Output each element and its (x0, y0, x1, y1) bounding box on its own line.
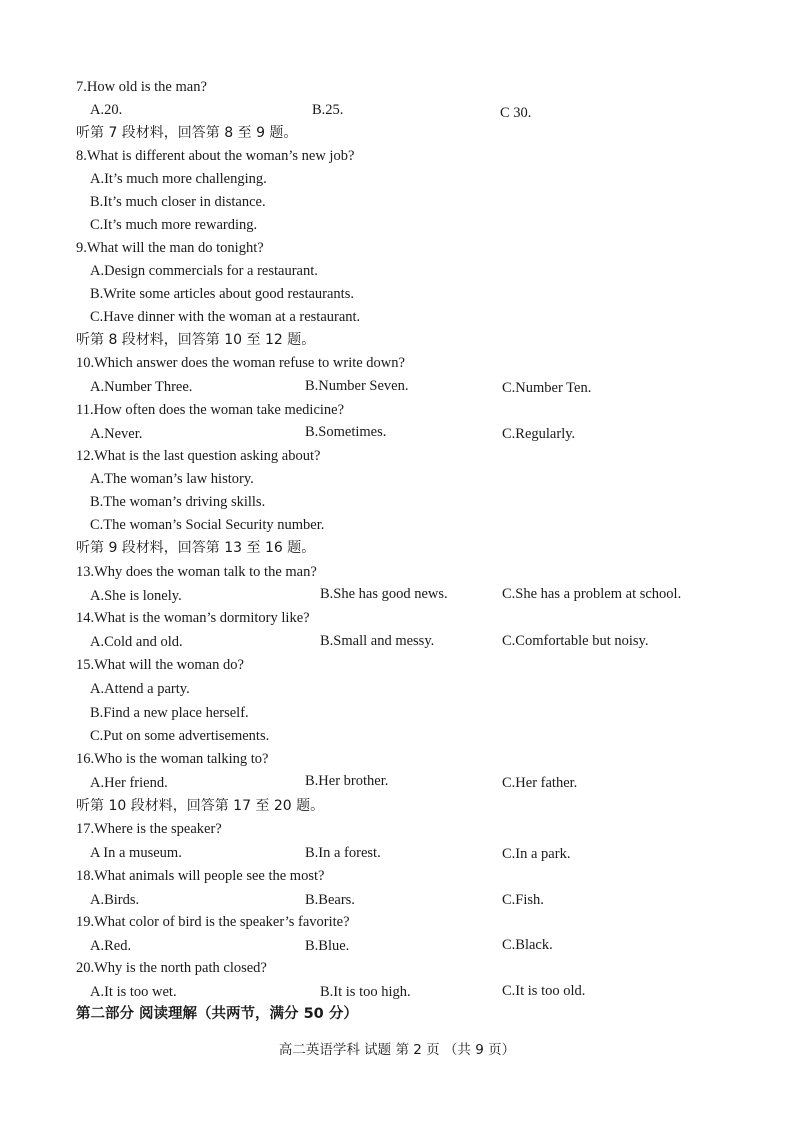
question-7: 7.How old is the man? (76, 79, 207, 95)
option-19b: B.Blue. (305, 938, 350, 954)
option-14b: B.Small and messy. (320, 633, 435, 649)
option-17c: C.In a park. (502, 846, 571, 862)
option-16a: A.Her friend. (90, 775, 168, 791)
question-10: 10.Which answer does the woman refuse to write down? (76, 355, 405, 371)
section-header-8: 听第 8 段材料，回答第 10 至 12 题。 (76, 332, 316, 348)
option-8c: C.It’s much more rewarding. (90, 217, 258, 233)
option-13c: C.She has a problem at school. (502, 586, 682, 602)
option-12a: A.The woman’s law history. (90, 471, 254, 487)
option-20c: C.It is too old. (502, 983, 586, 999)
option-11b: B.Sometimes. (305, 424, 387, 440)
page-footer: 高二英语学科 试题 第 2 页 （共 9 页） (278, 1042, 516, 1058)
question-11: 11.How often does the woman take medicine? (76, 402, 345, 418)
option-8a: A.It’s much more challenging. (90, 171, 267, 187)
option-18b: B.Bears. (305, 892, 355, 908)
option-14c: C.Comfortable but noisy. (502, 633, 649, 649)
option-16b: B.Her brother. (305, 773, 389, 789)
section-header-10: 听第 10 段材料，回答第 17 至 20 题。 (76, 798, 325, 814)
option-7c: C 30. (500, 105, 532, 121)
option-15a: A.Attend a party. (90, 681, 190, 697)
question-20: 20.Why is the north path closed? (76, 960, 267, 976)
option-12c: C.The woman’s Social Security number. (90, 517, 325, 533)
option-19a: A.Red. (90, 938, 132, 954)
question-15: 15.What will the woman do? (76, 657, 244, 673)
option-10a: A.Number Three. (90, 379, 193, 395)
option-16c: C.Her father. (502, 775, 578, 791)
part-two-heading: 第二部分 阅读理解（共两节，满分 50 分） (76, 1006, 358, 1022)
option-8b: B.It’s much closer in distance. (90, 194, 266, 210)
question-19: 19.What color of bird is the speaker’s favorite? (76, 914, 350, 930)
option-17a: A In a museum. (90, 845, 182, 861)
question-16: 16.Who is the woman talking to? (76, 751, 269, 767)
option-18c: C.Fish. (502, 892, 544, 908)
option-18a: A.Birds. (90, 892, 140, 908)
option-12b: B.The woman’s driving skills. (90, 494, 266, 510)
question-14: 14.What is the woman’s dormitory like? (76, 610, 310, 626)
option-15c: C.Put on some advertisements. (90, 728, 270, 744)
question-8: 8.What is different about the woman’s new job? (76, 148, 355, 164)
option-15b: B.Find a new place herself. (90, 705, 249, 721)
option-10c: C.Number Ten. (502, 380, 592, 396)
option-9b: B.Write some articles about good restaurants. (90, 286, 354, 302)
question-12: 12.What is the last question asking about? (76, 448, 321, 464)
option-9a: A.Design commercials for a restaurant. (90, 263, 318, 279)
question-17: 17.Where is the speaker? (76, 821, 222, 837)
option-20b: B.It is too high. (320, 984, 411, 1000)
option-9c: C.Have dinner with the woman at a restaurant. (90, 309, 361, 325)
option-19c: C.Black. (502, 937, 553, 953)
section-header-7: 听第 7 段材料，回答第 8 至 9 题。 (76, 125, 298, 141)
question-18: 18.What animals will people see the most? (76, 868, 325, 884)
option-13a: A.She is lonely. (90, 588, 182, 604)
option-10b: B.Number Seven. (305, 378, 409, 394)
section-header-9: 听第 9 段材料，回答第 13 至 16 题。 (76, 540, 316, 556)
option-7a: A.20. (90, 102, 123, 118)
option-11a: A.Never. (90, 426, 143, 442)
question-9: 9.What will the man do tonight? (76, 240, 264, 256)
option-20a: A.It is too wet. (90, 984, 177, 1000)
question-13: 13.Why does the woman talk to the man? (76, 564, 317, 580)
option-17b: B.In a forest. (305, 845, 381, 861)
option-7b: B.25. (312, 102, 344, 118)
option-11c: C.Regularly. (502, 426, 576, 442)
option-14a: A.Cold and old. (90, 634, 183, 650)
option-13b: B.She has good news. (320, 586, 448, 602)
